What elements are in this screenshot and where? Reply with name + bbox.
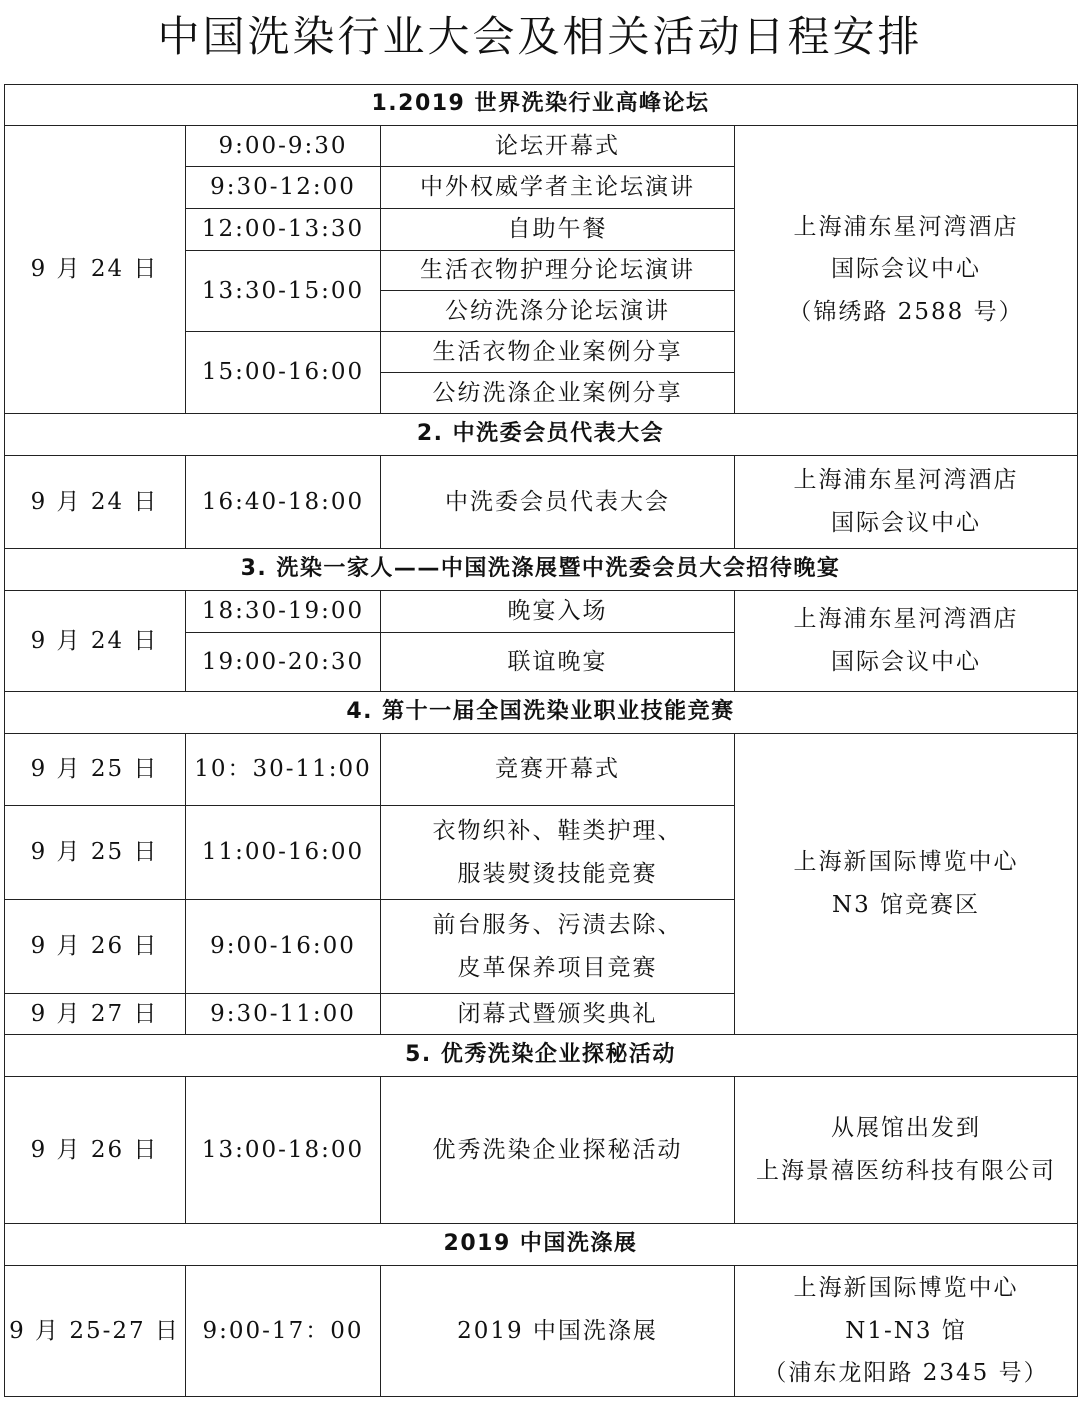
event-cell: 中洗委会员代表大会 — [381, 456, 735, 549]
venue-cell: 上海浦东星河湾酒店 国际会议中心 — [735, 591, 1078, 692]
section-header: 4. 第十一届全国洗染业职业技能竞赛 — [4, 692, 1078, 734]
event-cell: 自助午餐 — [381, 209, 735, 251]
time-cell: 9:00-9:30 — [186, 126, 381, 167]
event-cell: 生活衣物护理分论坛演讲 — [381, 251, 735, 291]
event-cell: 前台服务、污渍去除、 皮革保养项目竞赛 — [381, 900, 735, 994]
time-cell: 18:30-19:00 — [186, 591, 381, 633]
event-cell: 中外权威学者主论坛演讲 — [381, 167, 735, 209]
time-cell: 11:00-16:00 — [186, 806, 381, 900]
time-cell: 15:00-16:00 — [186, 332, 381, 414]
date-cell: 9 月 25 日 — [4, 806, 186, 900]
time-cell: 13:00-18:00 — [186, 1077, 381, 1224]
date-cell: 9 月 24 日 — [4, 126, 186, 414]
event-cell: 衣物织补、鞋类护理、 服装熨烫技能竞赛 — [381, 806, 735, 900]
event-cell: 论坛开幕式 — [381, 126, 735, 167]
event-cell: 生活衣物企业案例分享 — [381, 332, 735, 373]
section-header: 3. 洗染一家人——中国洗涤展暨中洗委会员大会招待晚宴 — [4, 549, 1078, 591]
date-cell: 9 月 27 日 — [4, 994, 186, 1035]
date-cell: 9 月 24 日 — [4, 591, 186, 692]
venue-cell: 上海浦东星河湾酒店 国际会议中心 — [735, 456, 1078, 549]
schedule-table — [4, 84, 1078, 1397]
time-cell: 16:40-18:00 — [186, 456, 381, 549]
section-header: 5. 优秀洗染企业探秘活动 — [4, 1035, 1078, 1077]
time-cell: 9:00-16:00 — [186, 900, 381, 994]
event-cell: 2019 中国洗涤展 — [381, 1266, 735, 1397]
date-cell: 9 月 25-27 日 — [4, 1266, 186, 1397]
time-cell: 10：30-11:00 — [186, 734, 381, 806]
time-cell: 9:30-11:00 — [186, 994, 381, 1035]
event-cell: 优秀洗染企业探秘活动 — [381, 1077, 735, 1224]
section-header: 2. 中洗委会员代表大会 — [4, 414, 1078, 456]
section-header: 2019 中国洗涤展 — [4, 1224, 1078, 1266]
time-cell: 12:00-13:30 — [186, 209, 381, 251]
time-cell: 9:00-17：00 — [186, 1266, 381, 1397]
event-cell: 竞赛开幕式 — [381, 734, 735, 806]
event-cell: 公纺洗涤企业案例分享 — [381, 373, 735, 414]
venue-cell: 上海新国际博览中心 N3 馆竞赛区 — [735, 734, 1078, 1035]
event-cell: 闭幕式暨颁奖典礼 — [381, 994, 735, 1035]
venue-cell: 从展馆出发到 上海景禧医纺科技有限公司 — [735, 1077, 1078, 1224]
page-title: 中国洗染行业大会及相关活动日程安排 — [157, 12, 923, 61]
time-cell: 9:30-12:00 — [186, 167, 381, 209]
time-cell: 13:30-15:00 — [186, 251, 381, 332]
venue-cell: 上海新国际博览中心 N1-N3 馆 （浦东龙阳路 2345 号） — [735, 1266, 1078, 1397]
time-cell: 19:00-20:30 — [186, 633, 381, 692]
section-header: 1.2019 世界洗染行业高峰论坛 — [4, 84, 1078, 126]
event-cell: 联谊晚宴 — [381, 633, 735, 692]
date-cell: 9 月 25 日 — [4, 734, 186, 806]
date-cell: 9 月 24 日 — [4, 456, 186, 549]
date-cell: 9 月 26 日 — [4, 1077, 186, 1224]
event-cell: 晚宴入场 — [381, 591, 735, 633]
date-cell: 9 月 26 日 — [4, 900, 186, 994]
event-cell: 公纺洗涤分论坛演讲 — [381, 291, 735, 332]
venue-cell: 上海浦东星河湾酒店 国际会议中心 （锦绣路 2588 号） — [735, 126, 1078, 414]
